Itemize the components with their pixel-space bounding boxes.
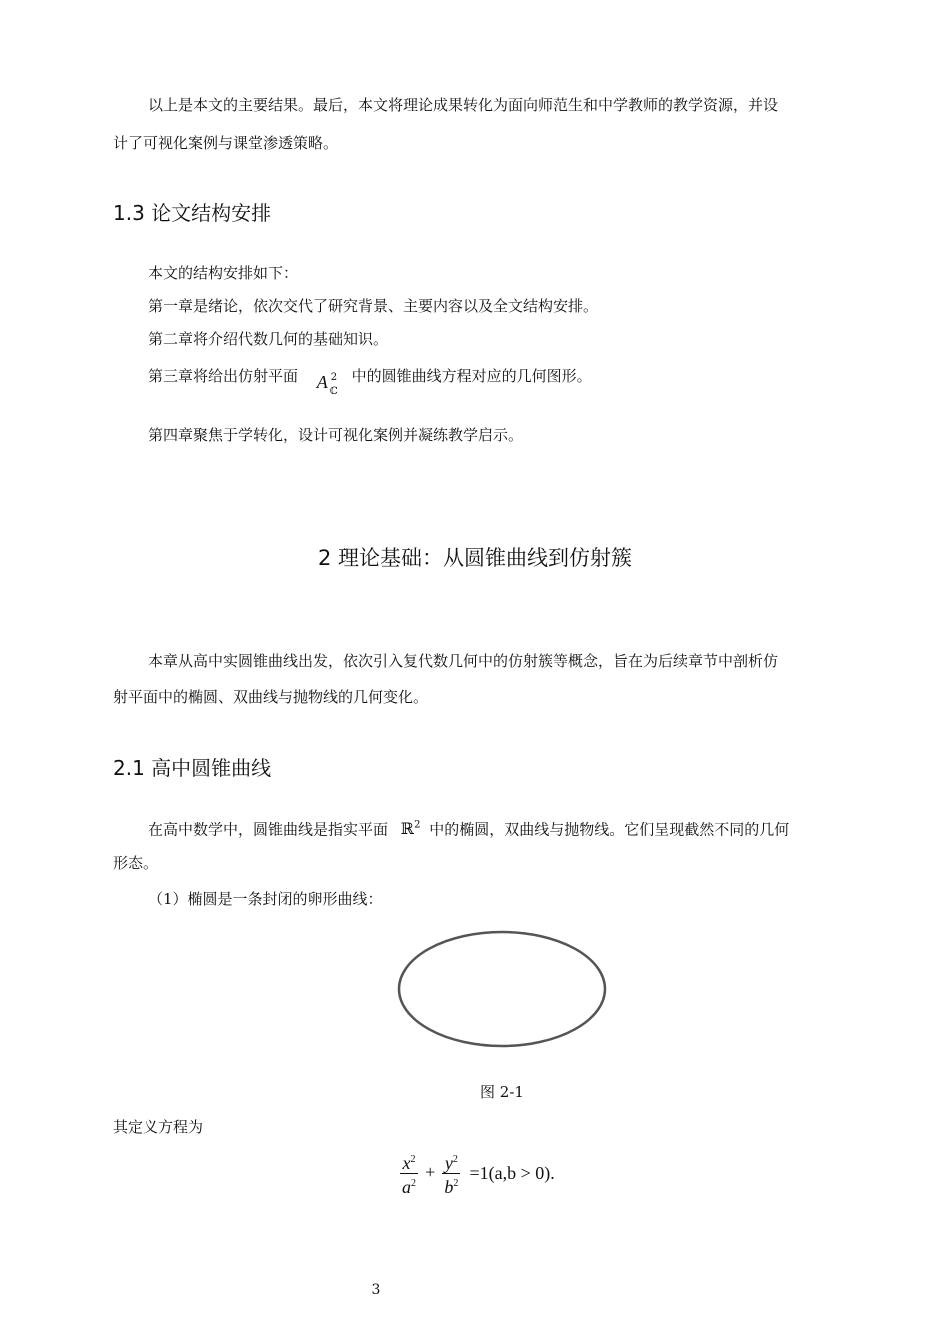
math-affine-plane: [307, 366, 343, 397]
paragraph-line: 射平面中的椭圆、双曲线与抛物线的几何变化。: [113, 688, 429, 706]
paragraph-line: 第四章聚焦于学转化，设计可视化案例并凝练教学启示。: [148, 426, 524, 444]
chapter-heading-2: 2 理论基础：从圆锥曲线到仿射簇: [317, 546, 633, 570]
text-span: 第三章将给出仿射平面: [148, 367, 299, 385]
math-superscript: 2: [414, 820, 421, 831]
text-span: 在高中数学中，圆锥曲线是指实平面: [148, 820, 389, 839]
list-item: （1）椭圆是一条封闭的卵形曲线：: [148, 890, 383, 908]
paragraph-line: 本章从高中实圆锥曲线出发，依次引入复代数几何中的仿射簇等概念，旨在为后续章节中剖析仿: [148, 652, 779, 670]
math-operator: +: [425, 1162, 436, 1182]
page-number: 3: [371, 1282, 381, 1298]
paragraph-line-with-math: [148, 366, 592, 397]
math-exponent: 2: [411, 1178, 416, 1189]
math-var: b: [444, 1177, 454, 1197]
paragraph-line: 形态。: [113, 854, 159, 872]
section-heading-1-3: 1.3 论文结构安排: [113, 201, 272, 225]
fraction-numerator: [442, 1150, 460, 1174]
math-real-plane: [401, 819, 421, 838]
math-var: y: [444, 1153, 453, 1173]
fraction-denominator: [400, 1174, 418, 1197]
text-span: 中的椭圆，双曲线与抛物线。它们呈现截然不同的几何: [429, 820, 790, 839]
math-superscript: 2: [330, 372, 338, 383]
math-exponent: 2: [410, 1154, 416, 1165]
paragraph-line: 其定义方程为: [113, 1118, 204, 1136]
section-heading-2-1: 2.1 高中圆锥曲线: [113, 756, 272, 780]
fraction-x-over-a: [400, 1150, 418, 1197]
ellipse-curve: [399, 932, 605, 1046]
paragraph-line: 计了可视化案例与课堂渗透策略。: [113, 134, 339, 152]
math-subscript: ℂ: [329, 386, 338, 397]
math-symbol: ℝ: [400, 819, 415, 839]
math-equation-rest: =1(a,b > 0).: [469, 1163, 555, 1183]
text-span: 中的圆锥曲线方程对应的几何图形。: [351, 367, 592, 385]
figure-caption: 图 2-1: [480, 1083, 524, 1101]
math-var: a: [402, 1177, 411, 1197]
math-symbol: A: [316, 372, 328, 392]
math-exponent: 2: [452, 1154, 458, 1165]
paragraph-line: 以上是本文的主要结果。最后，本文将理论成果转化为面向师范生和中学教师的教学资源，并设: [148, 96, 779, 114]
fraction-denominator: [442, 1174, 460, 1197]
ellipse-figure: [392, 925, 612, 1053]
math-exponent: 2: [453, 1178, 459, 1189]
fraction-y-over-b: [442, 1150, 460, 1197]
paragraph-line: 第二章将介绍代数几何的基础知识。: [148, 330, 389, 348]
math-var: x: [402, 1153, 411, 1173]
paragraph-line: 第一章是绪论，依次交代了研究背景、主要内容以及全文结构安排。: [148, 297, 599, 315]
paragraph-line-with-math: [148, 816, 789, 839]
ellipse-equation: [400, 1150, 555, 1197]
fraction-numerator: [400, 1150, 418, 1174]
paragraph-line: 本文的结构安排如下：: [148, 264, 299, 282]
